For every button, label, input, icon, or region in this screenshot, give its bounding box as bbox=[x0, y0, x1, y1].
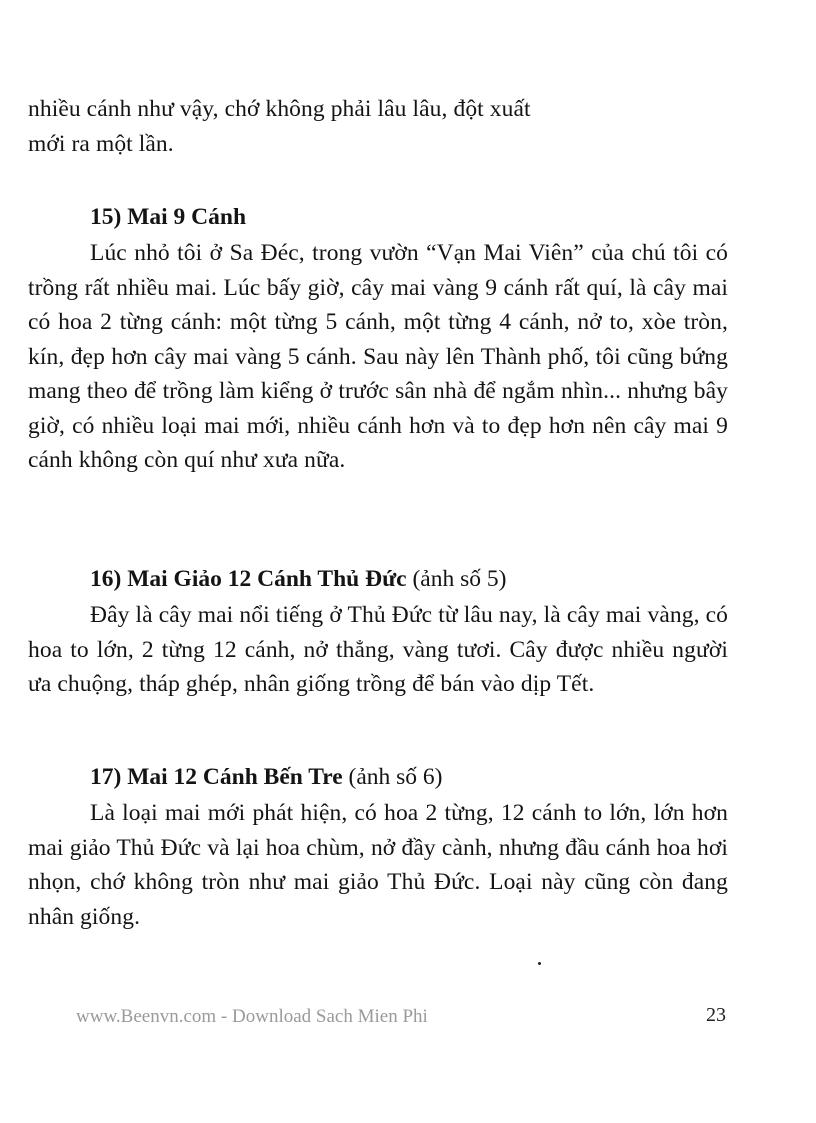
download-watermark: www.Beenvn.com - Download Sach Mien Phi bbox=[76, 1006, 428, 1027]
section-title: Mai 12 Cánh Bến Tre bbox=[127, 764, 343, 790]
section-heading bbox=[28, 760, 728, 794]
section-number: 16) bbox=[90, 566, 122, 592]
section-title: Mai 9 Cánh bbox=[127, 204, 247, 230]
section-number: 17) bbox=[90, 764, 122, 790]
section-heading bbox=[28, 200, 728, 234]
section-body: Là loại mai mới phát hiện, có hoa 2 từng, 12 cánh to lớn, lớn hơn mai giảo Thủ Đức và lại hoa chùm, nở đầy cành, nhưng đầu cánh hoa hơi nhọn, chớ không tròn như mai giảo Thủ Đức. Loại này cũng còn đang nhân giống. bbox=[28, 800, 728, 930]
section-number: 15) bbox=[90, 204, 122, 230]
section-heading bbox=[28, 562, 728, 596]
section-16 bbox=[28, 562, 728, 702]
intro-block bbox=[28, 92, 728, 161]
section-photo-ref: (ảnh số 6) bbox=[348, 764, 443, 790]
section-title: Mai Giảo 12 Cánh Thủ Đức bbox=[127, 566, 407, 592]
intro-line-1: nhiều cánh như vậy, chớ không phải lâu lâu, đột xuất bbox=[28, 96, 531, 122]
section-17 bbox=[28, 760, 728, 934]
intro-line-2: mới ra một lần. bbox=[28, 130, 174, 157]
section-15 bbox=[28, 200, 728, 478]
section-photo-ref: (ảnh số 5) bbox=[412, 566, 507, 592]
section-body: Đây là cây mai nổi tiếng ở Thủ Đức từ lâu nay, là cây mai vàng, có hoa to lớn, 2 từng 12 cánh, nở thẳng, vàng tươi. Cây được nhiều người ưa chuộng, tháp ghép, nhân giống trồng để bán vào dịp Tết. bbox=[28, 602, 728, 697]
ink-speck bbox=[538, 962, 541, 965]
page-number: 23 bbox=[706, 1004, 726, 1026]
section-body: Lúc nhỏ tôi ở Sa Đéc, trong vườn “Vạn Mai Viên” của chú tôi có trồng rất nhiều mai. Lúc bấy giờ, cây mai vàng 9 cánh rất quí, là cây mai có hoa 2 từng cánh: một từng 5 cánh, một từng 4 cánh, nở to, xòe tròn, kín, đẹp hơn cây mai vàng 5 cánh. Sau này lên Thành phố, tôi cũng bứng mang theo để trồng làm kiểng ở trước sân nhà để ngắm nhìn... nhưng bây giờ, có nhiều loại mai mới, nhiều cánh hơn và to đẹp hơn nên cây mai 9 cánh không còn quí như xưa nữa. bbox=[28, 240, 728, 473]
